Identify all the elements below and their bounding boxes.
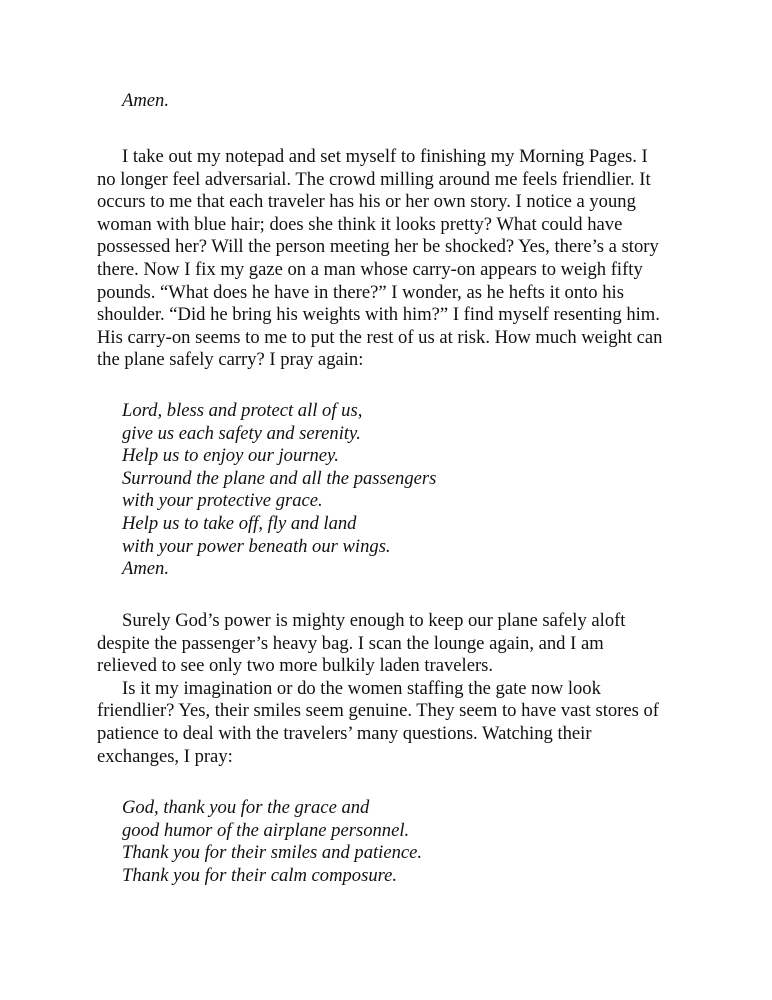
paragraph-line: despite the passenger’s heavy bag. I scan the lounge again, and I am <box>97 632 604 654</box>
prayer-line: with your protective grace. <box>122 490 323 512</box>
paragraph-line: I take out my notepad and set myself to finishing my Morning Pages. I <box>122 146 648 167</box>
paragraph-line: the plane safely carry? I pray again: <box>97 349 364 371</box>
paragraph-line: exchanges, I pray: <box>97 745 233 767</box>
paragraph-line: His carry-on seems to me to put the rest of us at risk. How much weight can <box>97 326 663 348</box>
paragraph-line: there. Now I fix my gaze on a man whose carry-on appears to weigh fifty <box>97 259 643 280</box>
prayer-line: good humor of the airplane personnel. <box>122 819 410 841</box>
prayer-line: with your power beneath our wings. <box>122 535 391 557</box>
paragraph-line: friendlier? Yes, their smiles seem genuine. They seem to have vast stores of <box>97 700 659 722</box>
paragraph-line: Is it my imagination or do the women staffing the gate now look <box>122 677 601 699</box>
prayer-line: God, thank you for the grace and <box>122 797 370 818</box>
paragraph-line: Surely God’s power is mighty enough to keep our plane safely aloft <box>122 610 626 631</box>
paragraph-line: occurs to me that each traveler has his or her own story. I notice a young <box>97 191 636 213</box>
paragraph-line: pounds. “What does he have in there?” I wonder, as he hefts it onto his <box>97 281 624 303</box>
paragraph-line: patience to deal with the travelers’ many questions. Watching their <box>97 723 592 744</box>
prayer-line: Thank you for their calm composure. <box>122 864 398 886</box>
prayer-line: Surround the plane and all the passengers <box>122 467 437 489</box>
prayer-line: give us each safety and serenity. <box>122 422 361 444</box>
paragraph-line: no longer feel adversarial. The crowd milling around me feels friendlier. It <box>97 168 651 190</box>
prayer-closing-line: Amen. <box>122 90 169 111</box>
prayer-closing-line: Amen. <box>122 558 169 580</box>
paragraph-line: woman with blue hair; does she think it looks pretty? What could have <box>97 213 623 235</box>
paragraph-line: shoulder. “Did he bring his weights with him?” I find myself resenting him. <box>97 304 660 326</box>
prayer-line: Thank you for their smiles and patience. <box>122 842 423 864</box>
paragraph-line: possessed her? Will the person meeting her be shocked? Yes, there’s a story <box>97 236 659 258</box>
prayer-line: Help us to enjoy our journey. <box>122 445 339 467</box>
paragraph-line: relieved to see only two more bulkily laden travelers. <box>97 655 494 677</box>
prayer-line: Lord, bless and protect all of us, <box>122 400 363 421</box>
prayer-line: Help us to take off, fly and land <box>122 513 357 534</box>
